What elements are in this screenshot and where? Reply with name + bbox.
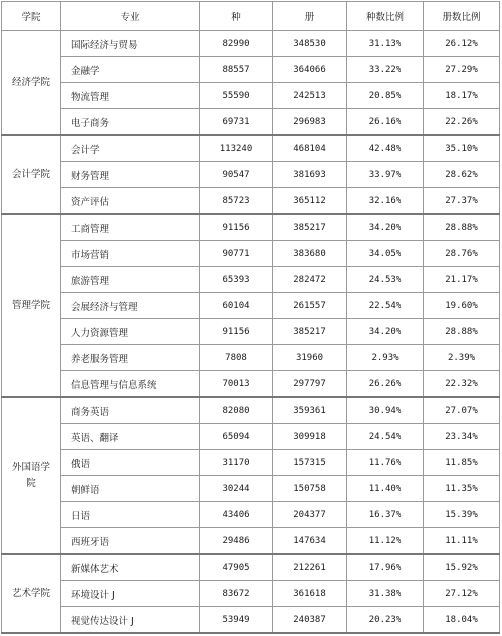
books-cell: 364066 [273, 57, 347, 83]
types-cell: 91156 [200, 319, 273, 345]
major-cell: 信息管理与信息系统 [61, 371, 200, 398]
college-cell: 艺术学院 [2, 554, 61, 633]
type-ratio-cell: 32.16% [347, 188, 424, 215]
major-cell: 俄语 [61, 450, 200, 476]
books-cell: 31960 [273, 345, 347, 371]
books-cell: 157315 [273, 450, 347, 476]
types-cell: 53949 [200, 607, 273, 634]
types-cell: 31170 [200, 450, 273, 476]
types-cell: 70013 [200, 371, 273, 398]
table-row [2, 293, 500, 319]
table-row [2, 162, 500, 188]
types-cell: 69731 [200, 109, 273, 136]
book-ratio-cell: 15.39% [424, 502, 500, 528]
table-row [2, 319, 500, 345]
books-cell: 296983 [273, 109, 347, 136]
table-row [2, 57, 500, 83]
college-cell: 经济学院 [2, 31, 61, 136]
major-cell: 财务管理 [61, 162, 200, 188]
types-cell: 65094 [200, 424, 273, 450]
college-cell: 外国语学院 [2, 397, 61, 554]
college-cell: 管理学院 [2, 214, 61, 397]
table-row [2, 607, 500, 634]
table-row [2, 214, 500, 241]
major-cell: 商务英语 [61, 397, 200, 424]
book-ratio-cell: 18.04% [424, 607, 500, 634]
major-cell: 工商管理 [61, 214, 200, 241]
book-ratio-cell: 11.11% [424, 528, 500, 555]
books-cell: 240387 [273, 607, 347, 634]
major-cell: 朝鲜语 [61, 476, 200, 502]
types-cell: 65393 [200, 267, 273, 293]
type-ratio-cell: 42.48% [347, 135, 424, 162]
major-cell: 国际经济与贸易 [61, 31, 200, 57]
table-row [2, 581, 500, 607]
header-book-ratio: 册数比例 [424, 2, 500, 31]
type-ratio-cell: 17.96% [347, 554, 424, 581]
books-cell: 261557 [273, 293, 347, 319]
books-cell: 348530 [273, 31, 347, 57]
types-cell: 90771 [200, 241, 273, 267]
book-ratio-cell: 28.76% [424, 241, 500, 267]
type-ratio-cell: 2.93% [347, 345, 424, 371]
major-cell: 养老服务管理 [61, 345, 200, 371]
type-ratio-cell: 24.53% [347, 267, 424, 293]
book-ratio-cell: 28.62% [424, 162, 500, 188]
header-major: 专业 [61, 2, 200, 31]
books-cell: 385217 [273, 214, 347, 241]
books-cell: 212261 [273, 554, 347, 581]
book-ratio-cell: 2.39% [424, 345, 500, 371]
types-cell: 82990 [200, 31, 273, 57]
type-ratio-cell: 33.97% [347, 162, 424, 188]
types-cell: 29486 [200, 528, 273, 555]
table-row [2, 345, 500, 371]
book-ratio-cell: 22.32% [424, 371, 500, 398]
type-ratio-cell: 30.94% [347, 397, 424, 424]
books-cell: 242513 [273, 83, 347, 109]
type-ratio-cell: 24.54% [347, 424, 424, 450]
type-ratio-cell: 33.22% [347, 57, 424, 83]
types-cell: 113240 [200, 135, 273, 162]
books-cell: 309918 [273, 424, 347, 450]
major-cell: 金融学 [61, 57, 200, 83]
book-ratio-cell: 22.26% [424, 109, 500, 136]
types-cell: 82080 [200, 397, 273, 424]
major-cell: 旅游管理 [61, 267, 200, 293]
type-ratio-cell: 11.76% [347, 450, 424, 476]
table-row [2, 476, 500, 502]
type-ratio-cell: 31.13% [347, 31, 424, 57]
books-cell: 204377 [273, 502, 347, 528]
types-cell: 85723 [200, 188, 273, 215]
book-ratio-cell: 28.88% [424, 319, 500, 345]
book-ratio-cell: 35.10% [424, 135, 500, 162]
types-cell: 47905 [200, 554, 273, 581]
major-cell: 资产评估 [61, 188, 200, 215]
header-type-ratio: 种数比例 [347, 2, 424, 31]
type-ratio-cell: 31.38% [347, 581, 424, 607]
books-cell: 381693 [273, 162, 347, 188]
book-ratio-cell: 11.35% [424, 476, 500, 502]
type-ratio-cell: 16.37% [347, 502, 424, 528]
major-cell: 会计学 [61, 135, 200, 162]
table-row [2, 241, 500, 267]
types-cell: 83672 [200, 581, 273, 607]
book-ratio-cell: 11.85% [424, 450, 500, 476]
books-cell: 359361 [273, 397, 347, 424]
type-ratio-cell: 34.20% [347, 319, 424, 345]
table-row [2, 109, 500, 136]
types-cell: 90547 [200, 162, 273, 188]
type-ratio-cell: 26.26% [347, 371, 424, 398]
major-cell: 新媒体艺术 [61, 554, 200, 581]
table-row [2, 554, 500, 581]
major-cell: 会展经济与管理 [61, 293, 200, 319]
header-row [2, 2, 500, 31]
table-row [2, 450, 500, 476]
type-ratio-cell: 20.85% [347, 83, 424, 109]
type-ratio-cell: 11.40% [347, 476, 424, 502]
table-row [2, 31, 500, 57]
book-ratio-cell: 18.17% [424, 83, 500, 109]
table-row [2, 83, 500, 109]
table-row [2, 135, 500, 162]
books-cell: 147634 [273, 528, 347, 555]
book-ratio-cell: 27.37% [424, 188, 500, 215]
books-cell: 361618 [273, 581, 347, 607]
book-ratio-cell: 28.88% [424, 214, 500, 241]
type-ratio-cell: 20.23% [347, 607, 424, 634]
statistics-table-container [1, 1, 499, 633]
book-ratio-cell: 27.29% [424, 57, 500, 83]
major-cell: 日语 [61, 502, 200, 528]
major-cell: 物流管理 [61, 83, 200, 109]
table-row [2, 424, 500, 450]
books-cell: 365112 [273, 188, 347, 215]
book-ratio-cell: 21.17% [424, 267, 500, 293]
table-row [2, 267, 500, 293]
table-row [2, 371, 500, 398]
types-cell: 55590 [200, 83, 273, 109]
type-ratio-cell: 26.16% [347, 109, 424, 136]
type-ratio-cell: 11.12% [347, 528, 424, 555]
major-cell: 市场营销 [61, 241, 200, 267]
types-cell: 60104 [200, 293, 273, 319]
major-cell: 环境设计 J [61, 581, 200, 607]
type-ratio-cell: 34.05% [347, 241, 424, 267]
book-ratio-cell: 23.34% [424, 424, 500, 450]
major-cell: 人力资源管理 [61, 319, 200, 345]
table-body [2, 31, 500, 634]
major-cell: 西班牙语 [61, 528, 200, 555]
book-ratio-cell: 19.60% [424, 293, 500, 319]
header-college: 学院 [2, 2, 61, 31]
type-ratio-cell: 34.20% [347, 214, 424, 241]
types-cell: 30244 [200, 476, 273, 502]
major-cell: 视觉传达设计 J [61, 607, 200, 634]
collection-statistics-table [1, 1, 500, 634]
book-ratio-cell: 15.92% [424, 554, 500, 581]
table-row [2, 188, 500, 215]
book-ratio-cell: 26.12% [424, 31, 500, 57]
book-ratio-cell: 27.07% [424, 397, 500, 424]
header-types: 种 [200, 2, 273, 31]
types-cell: 91156 [200, 214, 273, 241]
types-cell: 7808 [200, 345, 273, 371]
types-cell: 88557 [200, 57, 273, 83]
college-cell: 会计学院 [2, 135, 61, 214]
table-row [2, 528, 500, 555]
books-cell: 383680 [273, 241, 347, 267]
type-ratio-cell: 22.54% [347, 293, 424, 319]
books-cell: 282472 [273, 267, 347, 293]
books-cell: 468104 [273, 135, 347, 162]
major-cell: 英语、翻译 [61, 424, 200, 450]
books-cell: 297797 [273, 371, 347, 398]
books-cell: 385217 [273, 319, 347, 345]
types-cell: 43406 [200, 502, 273, 528]
header-books: 册 [273, 2, 347, 31]
books-cell: 150758 [273, 476, 347, 502]
major-cell: 电子商务 [61, 109, 200, 136]
table-row [2, 502, 500, 528]
book-ratio-cell: 27.12% [424, 581, 500, 607]
table-row [2, 397, 500, 424]
